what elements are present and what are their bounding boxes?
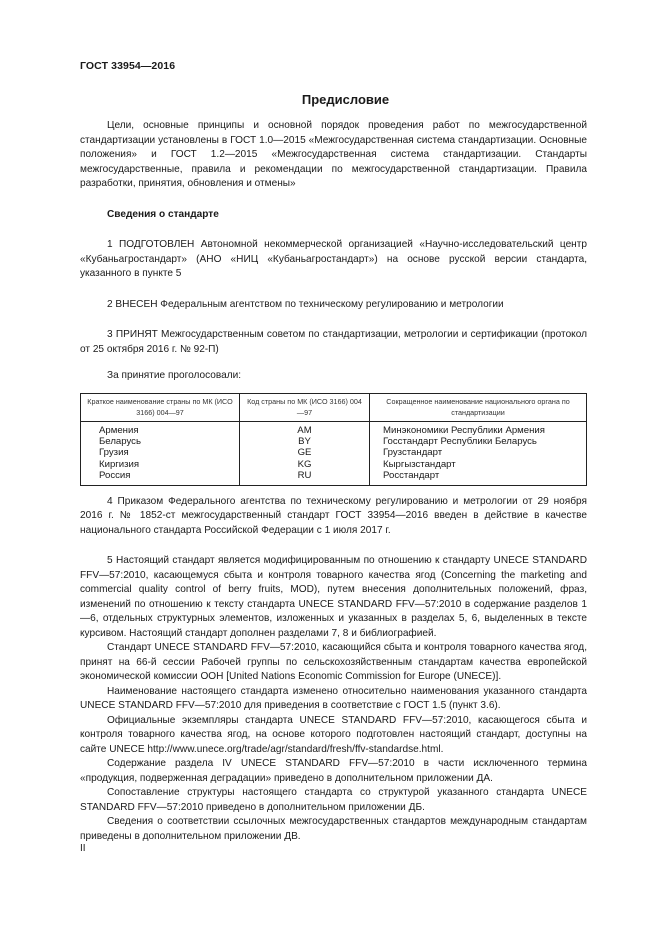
table-cell-code: KG xyxy=(297,458,312,470)
table-cell-country: Беларусь xyxy=(99,435,141,447)
table-header-row xyxy=(81,393,587,421)
item-5-title-change: Наименование настоящего стандарта изменено относительно наименования указанного стандарта UNECE STANDARD FFV—57:2010 для приведения в соответствие с ГОСТ 1.5 (пункт 3.6). xyxy=(80,685,587,712)
table-cell-code: BY xyxy=(298,435,311,447)
item-5-annex-dv: Сведения о соответствии ссылочных межгосударственных стандартов международным стандартам приведены в дополнительном приложении ДВ. xyxy=(80,816,587,842)
item-3-paragraph: 3 ПРИНЯТ Межгосударственным советом по стандартизации, метрологии и сертификации (протокол от 25 октября 2016 г. № 92-П) xyxy=(80,329,587,355)
table-cell-body: Росстандарт xyxy=(383,470,440,482)
table-cell-body: Грузстандарт xyxy=(383,447,443,459)
table-cell-body: Госстандарт Республики Беларусь xyxy=(383,435,537,447)
table-cell-country: Грузия xyxy=(99,447,129,459)
voting-table xyxy=(80,393,587,486)
table-cell-country: Армения xyxy=(99,424,139,436)
item-5-annex-da: Содержание раздела IV UNECE STANDARD FFV—57:2010 в части исключенного термина «продукция, подверженная деградации» приведено в дополнительном приложении ДА. xyxy=(80,758,587,784)
table-header-country: Краткое наименование страны по МК (ИСО 3166) 004—97 xyxy=(81,393,240,421)
page-title: Предисловие xyxy=(301,92,390,107)
item-5-adoption: Стандарт UNECE STANDARD FFV—57:2010, касающийся сбыта и контроля товарного качества ягод, принят на 66-й сессии Рабочей группы по сельскохозяйственным стандартам качества европейской экономической комиссии ООН [United Nations Economic Commission for Europe (UNECE)]. xyxy=(80,642,587,683)
preface-body xyxy=(80,119,587,844)
table-cell-code: AM xyxy=(297,424,312,436)
table-cell-body: Кыргызстандарт xyxy=(383,458,456,470)
country-column xyxy=(81,421,240,485)
table-cell-code: GE xyxy=(297,447,312,459)
voted-label: За принятие проголосовали: xyxy=(107,370,242,381)
item-1-paragraph: 1 ПОДГОТОВЛЕН Автономной некоммерческой организацией «Научно-исследовательский центр «Кубаньагростандарт» (АНО «НИЦ «Кубаньагростандарт») на основе русской версии стандарта, указанного в пункте 5 xyxy=(80,239,587,279)
item-5-official-copies: Официальные экземпляры стандарта UNECE STANDARD FFV—57:2010, касающегося сбыта и контроля товарного качества ягод, на основе которого подготовлен настоящий стандарт, доступны на сайте UNECE http://www.unece.org/trade/agr/standard/fresh/ffv-standardse.html. xyxy=(80,714,587,755)
table-cell-body: Минэкономики Республики Армения xyxy=(383,424,545,436)
item-4-paragraph: 4 Приказом Федерального агентства по техническому регулированию и метрологии от 29 ноября 2016 г. № 1852-ст межгосударственный стандарт ГОСТ 33954—2016 введен в действие в качестве национального стандарта Российской Федерации с 1 июля 2017 г. xyxy=(80,495,587,536)
item-2-paragraph: 2 ВНЕСЕН Федеральным агентством по техническому регулированию и метрологии xyxy=(107,298,504,310)
table-cell-code: RU xyxy=(297,470,312,482)
section-heading: Сведения о стандарте xyxy=(107,208,219,220)
table-header-body: Сокращенное наименование национального органа по стандартизации xyxy=(370,393,587,421)
table-cell-country: Киргизия xyxy=(99,458,140,470)
intro-paragraph: Цели, основные принципы и основной порядок проведения работ по межгосударственной стандартизации установлены в ГОСТ 1.0—2015 «Межгосударственная система стандартизации. Основные положения» и ГОСТ 1.2—2015 «Межгосударственная система стандартизации. Стандарты межгосударственные, правила и рекомендации по межгосударственной стандартизации. Правила разработки, принятия, обновления и отмены» xyxy=(80,120,587,189)
body-column xyxy=(370,421,587,485)
page-number: II xyxy=(80,843,86,854)
item-5-annex-db: Сопоставление структуры настоящего стандарта со структурой указанного стандарта UNECE STANDARD FFV—57:2010 приведено в дополнительном приложении ДБ. xyxy=(80,787,587,813)
table-row xyxy=(81,421,587,485)
code-column xyxy=(240,421,370,485)
item-5-paragraph: 5 Настоящий стандарт является модифицированным по отношению к стандарту UNECE STANDARD FFV—57:2010, касающемуся сбыта и контроля товарного качества ягод (Concerning the marketing and commercial quality control of berry fruits, MOD), путем внесения дополнительных положений, фраз, изменений по отношению к тексту стандарта UNECE STANDARD FFV—57:2010 в содержание разделов 1—6, отдельных структурных элементов, изложенных и указанных в разделах 5, 6, выделенных в тексте курсивом. Настоящий стандарт дополнен разделами 7, 8 и библиографией. xyxy=(80,555,587,639)
table-cell-country: Россия xyxy=(99,470,131,482)
table-header-code: Код страны по МК (ИСО 3166) 004—97 xyxy=(240,393,370,421)
document-code: ГОСТ 33954—2016 xyxy=(80,60,176,72)
